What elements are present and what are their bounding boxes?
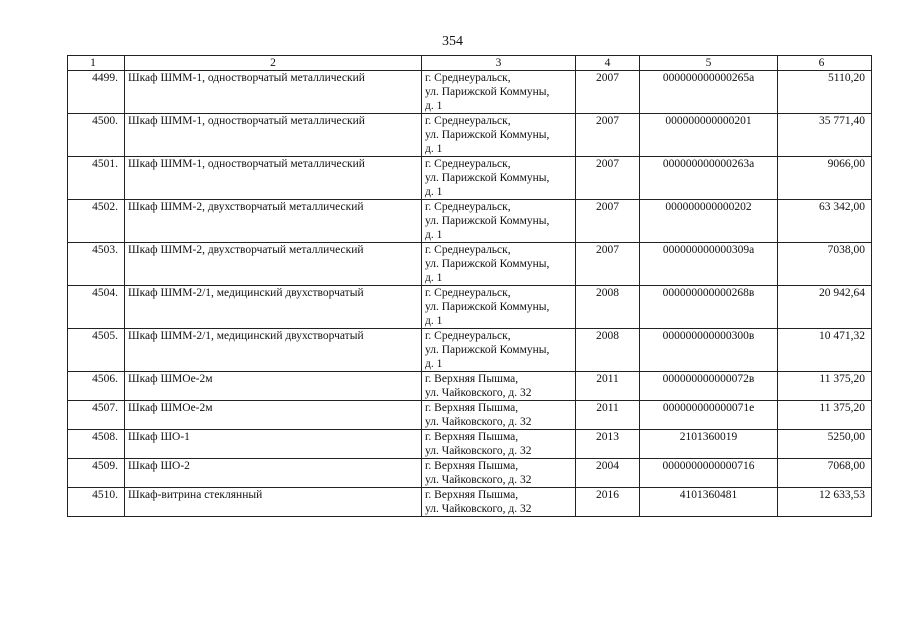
year-cell: 2008 <box>576 286 640 329</box>
item-name-cell: Шкаф ШММ-2/1, медицинский двухстворчатый <box>125 286 422 329</box>
column-header-6: 6 <box>778 56 872 71</box>
item-name-cell: Шкаф ШО-2 <box>125 459 422 488</box>
table-row <box>68 488 872 517</box>
address-cell <box>422 459 576 488</box>
table-row <box>68 71 872 114</box>
item-name-cell: Шкаф ШММ-1, одностворчатый металлический <box>125 114 422 157</box>
row-number-cell: 4506. <box>68 372 125 401</box>
address-line: ул. Парижской Коммуны, <box>425 301 550 313</box>
address-line: г. Верхняя Пышма, <box>425 402 519 414</box>
address-line: ул. Парижской Коммуны, <box>425 129 550 141</box>
table-row <box>68 459 872 488</box>
address-line: г. Среднеуральск, <box>425 158 511 170</box>
column-header-5: 5 <box>640 56 778 71</box>
cost-cell: 5250,00 <box>778 430 872 459</box>
address-line: ул. Парижской Коммуны, <box>425 344 550 356</box>
year-cell: 2004 <box>576 459 640 488</box>
address-line: ул. Парижской Коммуны, <box>425 86 550 98</box>
row-number-cell: 4503. <box>68 243 125 286</box>
cost-cell: 12 633,53 <box>778 488 872 517</box>
address-cell <box>422 430 576 459</box>
item-name-cell: Шкаф ШО-1 <box>125 430 422 459</box>
inventory-number-cell: 000000000000263а <box>640 157 778 200</box>
address-line: г. Среднеуральск, <box>425 72 511 84</box>
table-row <box>68 286 872 329</box>
inventory-number-cell: 000000000000202 <box>640 200 778 243</box>
cost-cell: 63 342,00 <box>778 200 872 243</box>
cost-cell: 9066,00 <box>778 157 872 200</box>
asset-registry-table <box>67 55 872 517</box>
row-number-cell: 4500. <box>68 114 125 157</box>
address-line: д. 1 <box>425 272 443 284</box>
item-name-cell: Шкаф ШММ-1, одностворчатый металлический <box>125 71 422 114</box>
address-line: ул. Парижской Коммуны, <box>425 215 550 227</box>
item-name-cell: Шкаф ШМОе-2м <box>125 401 422 430</box>
inventory-number-cell: 000000000000265а <box>640 71 778 114</box>
address-line: ул. Парижской Коммуны, <box>425 258 550 270</box>
address-cell <box>422 488 576 517</box>
column-header-3: 3 <box>422 56 576 71</box>
table-row <box>68 200 872 243</box>
inventory-number-cell: 000000000000309а <box>640 243 778 286</box>
inventory-number-cell: 000000000000072в <box>640 372 778 401</box>
row-number-cell: 4507. <box>68 401 125 430</box>
address-line: г. Среднеуральск, <box>425 287 511 299</box>
table-row <box>68 157 872 200</box>
year-cell: 2007 <box>576 114 640 157</box>
address-cell <box>422 114 576 157</box>
year-cell: 2007 <box>576 157 640 200</box>
address-line: г. Среднеуральск, <box>425 330 511 342</box>
address-line: д. 1 <box>425 229 443 241</box>
address-line: ул. Чайковского, д. 32 <box>425 387 532 399</box>
inventory-number-cell: 000000000000071е <box>640 401 778 430</box>
address-line: г. Верхняя Пышма, <box>425 489 519 501</box>
cost-cell: 11 375,20 <box>778 372 872 401</box>
year-cell: 2008 <box>576 329 640 372</box>
cost-cell: 5110,20 <box>778 71 872 114</box>
table-row <box>68 372 872 401</box>
inventory-number-cell: 000000000000300в <box>640 329 778 372</box>
table-row <box>68 329 872 372</box>
page-number: 354 <box>442 34 463 49</box>
inventory-number-cell: 000000000000201 <box>640 114 778 157</box>
year-cell: 2011 <box>576 372 640 401</box>
row-number-cell: 4510. <box>68 488 125 517</box>
row-number-cell: 4505. <box>68 329 125 372</box>
item-name-cell: Шкаф-витрина стеклянный <box>125 488 422 517</box>
item-name-cell: Шкаф ШМОе-2м <box>125 372 422 401</box>
address-cell <box>422 157 576 200</box>
inventory-number-cell: 2101360019 <box>640 430 778 459</box>
year-cell: 2007 <box>576 200 640 243</box>
row-number-cell: 4501. <box>68 157 125 200</box>
address-line: г. Среднеуральск, <box>425 201 511 213</box>
table-row <box>68 243 872 286</box>
table-row <box>68 401 872 430</box>
year-cell: 2007 <box>576 71 640 114</box>
inventory-number-cell: 4101360481 <box>640 488 778 517</box>
item-name-cell: Шкаф ШММ-1, одностворчатый металлический <box>125 157 422 200</box>
address-line: ул. Чайковского, д. 32 <box>425 503 532 515</box>
address-line: д. 1 <box>425 143 443 155</box>
address-cell <box>422 372 576 401</box>
address-line: ул. Чайковского, д. 32 <box>425 416 532 428</box>
cost-cell: 7038,00 <box>778 243 872 286</box>
address-line: г. Верхняя Пышма, <box>425 373 519 385</box>
address-cell <box>422 200 576 243</box>
table-row <box>68 430 872 459</box>
year-cell: 2013 <box>576 430 640 459</box>
address-cell <box>422 243 576 286</box>
address-cell <box>422 71 576 114</box>
table-header-row <box>68 56 872 71</box>
inventory-number-cell: 000000000000268в <box>640 286 778 329</box>
cost-cell: 10 471,32 <box>778 329 872 372</box>
address-line: д. 1 <box>425 186 443 198</box>
item-name-cell: Шкаф ШММ-2, двухстворчатый металлический <box>125 243 422 286</box>
address-line: д. 1 <box>425 358 443 370</box>
address-line: ул. Чайковского, д. 32 <box>425 474 532 486</box>
row-number-cell: 4508. <box>68 430 125 459</box>
cost-cell: 11 375,20 <box>778 401 872 430</box>
address-cell <box>422 401 576 430</box>
column-header-4: 4 <box>576 56 640 71</box>
column-header-1: 1 <box>68 56 125 71</box>
year-cell: 2011 <box>576 401 640 430</box>
address-line: д. 1 <box>425 315 443 327</box>
row-number-cell: 4502. <box>68 200 125 243</box>
year-cell: 2007 <box>576 243 640 286</box>
row-number-cell: 4504. <box>68 286 125 329</box>
year-cell: 2016 <box>576 488 640 517</box>
address-cell <box>422 329 576 372</box>
address-line: д. 1 <box>425 100 443 112</box>
row-number-cell: 4509. <box>68 459 125 488</box>
address-cell <box>422 286 576 329</box>
table-row <box>68 114 872 157</box>
column-header-2: 2 <box>125 56 422 71</box>
item-name-cell: Шкаф ШММ-2/1, медицинский двухстворчатый <box>125 329 422 372</box>
cost-cell: 20 942,64 <box>778 286 872 329</box>
address-line: г. Среднеуральск, <box>425 115 511 127</box>
cost-cell: 35 771,40 <box>778 114 872 157</box>
address-line: г. Среднеуральск, <box>425 244 511 256</box>
cost-cell: 7068,00 <box>778 459 872 488</box>
item-name-cell: Шкаф ШММ-2, двухстворчатый металлический <box>125 200 422 243</box>
inventory-number-cell: 0000000000000716 <box>640 459 778 488</box>
address-line: г. Верхняя Пышма, <box>425 431 519 443</box>
address-line: ул. Парижской Коммуны, <box>425 172 550 184</box>
address-line: ул. Чайковского, д. 32 <box>425 445 532 457</box>
row-number-cell: 4499. <box>68 71 125 114</box>
address-line: г. Верхняя Пышма, <box>425 460 519 472</box>
